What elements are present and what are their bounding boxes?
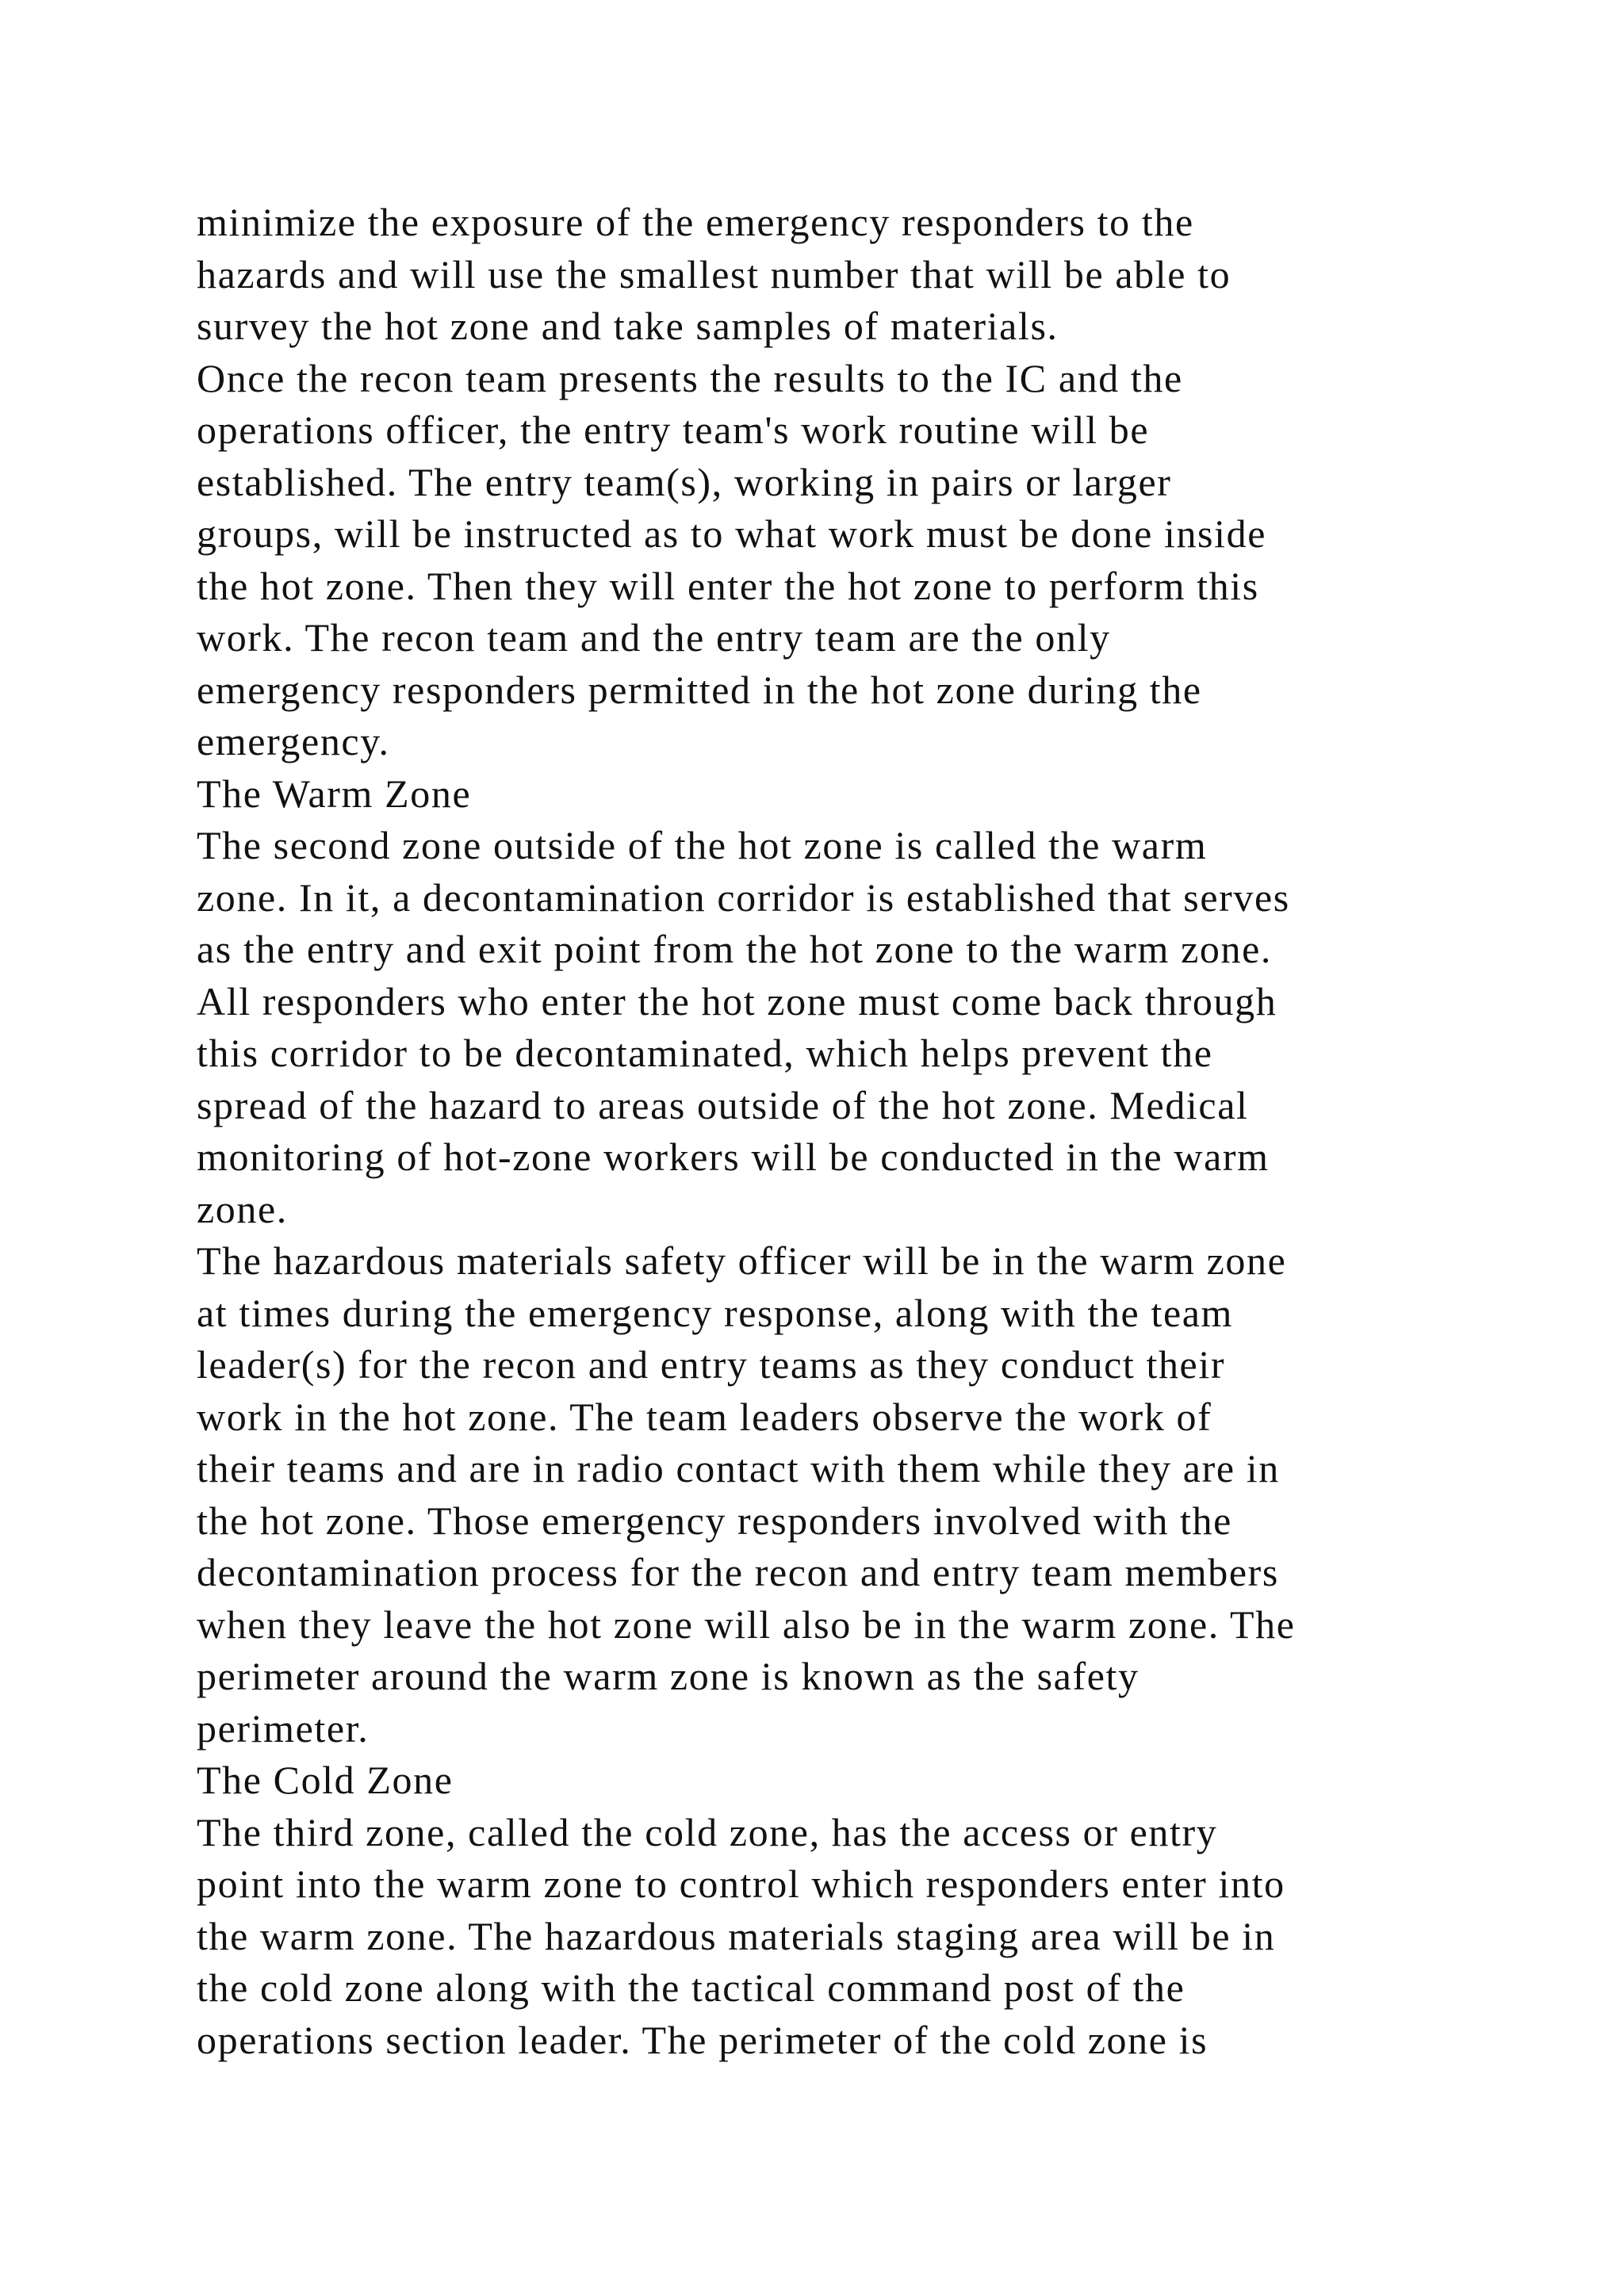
text-line: established. The entry team(s), working in pairs or larger	[197, 459, 1172, 504]
text-line: the warm zone. The hazardous materials staging area will be in	[197, 1913, 1276, 1958]
text-line: All responders who enter the hot zone must come back through	[197, 978, 1277, 1024]
text-line: Once the recon team presents the results to the IC and the	[197, 355, 1183, 400]
text-line: decontamination process for the recon and entry team members	[197, 1550, 1279, 1594]
text-line: the hot zone. Those emergency responders involved with the	[197, 1498, 1232, 1543]
text-line: survey the hot zone and take samples of materials.	[197, 304, 1059, 348]
text-line: spread of the hazard to areas outside of the hot zone. Medical	[197, 1082, 1249, 1127]
text-line: minimize the exposure of the emergency responders to the	[197, 200, 1194, 244]
section-heading-warm-zone: The Warm Zone	[197, 771, 472, 816]
text-line: groups, will be instructed as to what work must be done inside	[197, 511, 1267, 556]
text-line: The hazardous materials safety officer will be in the warm zone	[197, 1238, 1287, 1283]
text-line: operations section leader. The perimeter of the cold zone is	[197, 2017, 1208, 2062]
text-line: the hot zone. Then they will enter the hot zone to perform this	[197, 563, 1259, 608]
text-line: the cold zone along with the tactical command post of the	[197, 1965, 1185, 2010]
text-line: The third zone, called the cold zone, has the access or entry	[197, 1809, 1218, 1854]
body-text	[197, 197, 1465, 2066]
text-line: their teams and are in radio contact with them while they are in	[197, 1446, 1280, 1490]
text-line: work in the hot zone. The team leaders observe the work of	[197, 1394, 1212, 1439]
text-line: emergency.	[197, 719, 390, 763]
text-line: at times during the emergency response, along with the team	[197, 1290, 1234, 1335]
text-line: zone. In it, a decontamination corridor is established that serves	[197, 874, 1290, 920]
text-line: work. The recon team and the entry team are the only	[197, 615, 1111, 660]
section-heading-cold-zone: The Cold Zone	[197, 1758, 454, 1802]
text-line: perimeter around the warm zone is known as the safety	[197, 1654, 1139, 1698]
text-line: monitoring of hot-zone workers will be conducted in the warm	[197, 1135, 1270, 1179]
text-line: leader(s) for the recon and entry teams as they conduct their	[197, 1342, 1226, 1387]
text-line: operations officer, the entry team's work routine will be	[197, 408, 1150, 452]
text-line: The second zone outside of the hot zone is called the warm	[197, 823, 1208, 867]
text-line: zone.	[197, 1186, 288, 1231]
text-line: hazards and will use the smallest number that will be able to	[197, 251, 1231, 297]
text-line: as the entry and exit point from the hot zone to the warm zone.	[197, 927, 1272, 971]
text-line: emergency responders permitted in the hot zone during the	[197, 667, 1202, 712]
text-line: perimeter.	[197, 1705, 370, 1751]
text-line: when they leave the hot zone will also be in the warm zone. The	[197, 1601, 1296, 1647]
text-line: this corridor to be decontaminated, which helps prevent the	[197, 1031, 1213, 1075]
text-line: point into the warm zone to control which responders enter into	[197, 1862, 1285, 1906]
